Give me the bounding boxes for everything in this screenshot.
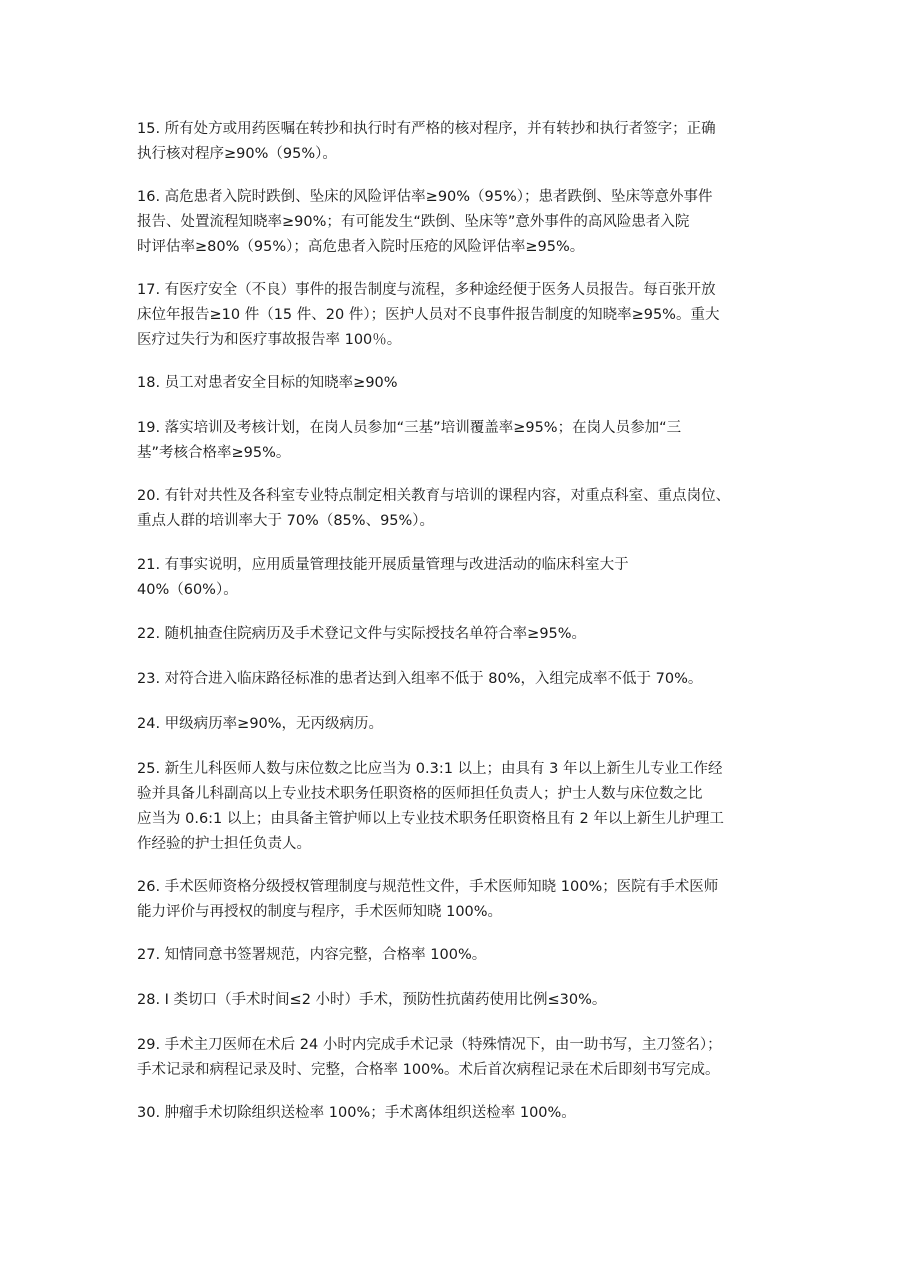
text-line: 25. 新生儿科医师人数与床位数之比应当为 0.3:1 以上；由具有 3 年以上新生儿专业工作经 — [137, 761, 723, 777]
text-line: 医疗过失行为和医疗事故报告率 100％。 — [137, 332, 402, 348]
text-line: 40%（60%）。 — [137, 582, 238, 598]
list-item — [137, 757, 777, 857]
text-line: 能力评价与再授权的制度与程序，手术医师知晓 100%。 — [137, 904, 503, 920]
list-item — [137, 1101, 777, 1126]
text-line: 基”考核合格率≥95%。 — [137, 445, 291, 461]
text-line: 18. 员工对患者安全目标的知晓率≥90% — [137, 375, 398, 391]
text-line: 15. 所有处方或用药医嘱在转抄和执行时有严格的核对程序，并有转抄和执行者签字；正确 — [137, 121, 716, 137]
text-line: 22. 随机抽查住院病历及手术登记文件与实际授技名单符合率≥95%。 — [137, 626, 587, 642]
text-line: 26. 手术医师资格分级授权管理制度与规范性文件，手术医师知晓 100%；医院有手术医师 — [137, 879, 719, 895]
list-item — [137, 278, 777, 353]
list-item — [137, 943, 777, 968]
text-line: 28. I 类切口（手术时间≤2 小时）手术，预防性抗菌药使用比例≤30%。 — [137, 992, 607, 1008]
text-line: 17. 有医疗安全（不良）事件的报告制度与流程，多种途经便于医务人员报告。每百张开放 — [137, 282, 716, 298]
text-line: 27. 知情同意书签署规范，内容完整，合格率 100%。 — [137, 947, 487, 963]
text-line: 时评估率≥80%（95%）；高危患者入院时压疮的风险评估率≥95%。 — [137, 239, 585, 255]
text-line: 手术记录和病程记录及时、完整，合格率 100%。术后首次病程记录在术后即刻书写完成。 — [137, 1062, 720, 1078]
text-line: 24. 甲级病历率≥90%，无丙级病历。 — [137, 716, 384, 732]
text-line: 作经验的护士担任负责人。 — [137, 836, 311, 852]
list-item — [137, 622, 777, 647]
list-item — [137, 712, 777, 737]
text-line: 20. 有针对共性及各科室专业特点制定相关教育与培训的课程内容，对重点科室、重点岗位、 — [137, 488, 731, 504]
text-line: 19. 落实培训及考核计划，在岗人员参加“三基”培训覆盖率≥95%；在岗人员参加“三 — [137, 420, 682, 436]
text-line: 重点人群的培训率大于 70%（85%、95%）。 — [137, 513, 435, 529]
list-item — [137, 416, 777, 466]
list-item — [137, 875, 777, 925]
list-item — [137, 371, 777, 396]
list-item — [137, 553, 777, 603]
list-item — [137, 185, 777, 260]
text-line: 30. 肿瘤手术切除组织送检率 100%；手术离体组织送检率 100%。 — [137, 1105, 576, 1121]
text-line: 报告、处置流程知晓率≥90%；有可能发生“跌倒、坠床等”意外事件的高风险患者入院 — [137, 214, 690, 230]
list-item — [137, 1033, 777, 1083]
text-line: 23. 对符合进入临床路径标准的患者达到入组率不低于 80%，入组完成率不低于 70%。 — [137, 671, 703, 687]
list-item — [137, 667, 777, 692]
text-line: 应当为 0.6:1 以上；由具备主管护师以上专业技术职务任职资格且有 2 年以上新生儿护理工 — [137, 811, 724, 827]
list-item — [137, 117, 777, 167]
text-line: 床位年报告≥10 件（15 件、20 件）；医护人员对不良事件报告制度的知晓率≥95%。重大 — [137, 307, 720, 323]
text-line: 21. 有事实说明，应用质量管理技能开展质量管理与改进活动的临床科室大于 — [137, 557, 629, 573]
text-line: 执行核对程序≥90%（95%）。 — [137, 146, 337, 162]
list-item — [137, 988, 777, 1013]
text-line: 16. 高危患者入院时跌倒、坠床的风险评估率≥90%（95%）；患者跌倒、坠床等意外事件 — [137, 189, 713, 205]
text-line: 验并具备儿科副高以上专业技术职务任职资格的医师担任负责人；护士人数与床位数之比 — [137, 786, 703, 802]
text-line: 29. 手术主刀医师在术后 24 小时内完成手术记录（特殊情况下，由一助书写，主刀签名）； — [137, 1037, 722, 1053]
list-item — [137, 484, 777, 534]
